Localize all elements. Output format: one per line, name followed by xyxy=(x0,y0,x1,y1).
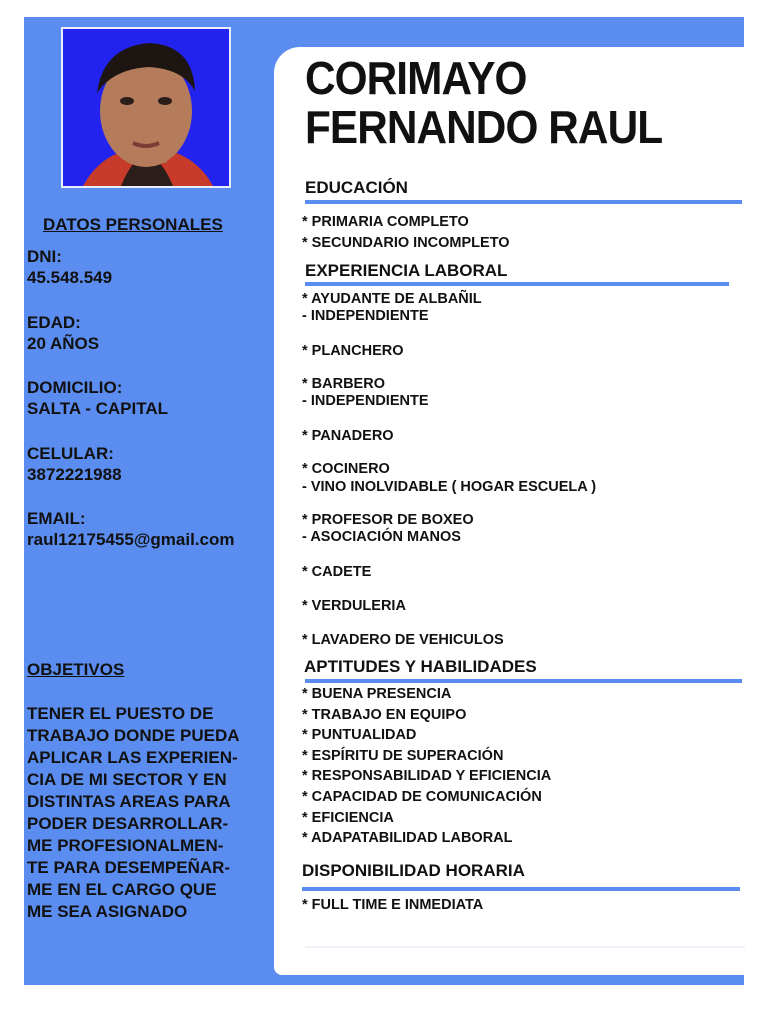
experience-role: * PANADERO xyxy=(302,428,394,444)
experience-role: * LAVADERO DE VEHICULOS xyxy=(302,632,504,648)
objectives-text xyxy=(27,703,275,923)
experience-role: * PLANCHERO xyxy=(302,343,404,359)
education-rule xyxy=(305,200,742,204)
experience-rule xyxy=(305,282,729,286)
field-value: 3872221988 xyxy=(27,465,122,484)
skill-item: * RESPONSABILIDAD Y EFICIENCIA xyxy=(302,768,552,784)
objectives-line: CIA DE MI SECTOR Y EN xyxy=(27,770,227,789)
objectives-line: APLICAR LAS EXPERIEN- xyxy=(27,748,238,767)
experience-detail: - ASOCIACIÓN MANOS xyxy=(302,529,461,545)
candidate-name xyxy=(305,54,662,152)
experience-role: * BARBERO xyxy=(302,376,385,392)
availability-rule xyxy=(302,887,740,891)
skills-rule xyxy=(305,679,742,683)
objectives-line: TE PARA DESEMPEÑAR- xyxy=(27,858,231,877)
experience-detail: - INDEPENDIENTE xyxy=(302,308,429,324)
education-item: * SECUNDARIO INCOMPLETO xyxy=(302,235,510,251)
skill-item: * CAPACIDAD DE COMUNICACIÓN xyxy=(302,789,542,805)
objectives-line: ME SEA ASIGNADO xyxy=(27,902,188,921)
field-dni xyxy=(27,246,112,288)
skill-item: * EFICIENCIA xyxy=(302,810,394,826)
field-label: EDAD: xyxy=(27,313,81,332)
experience-role: * VERDULERIA xyxy=(302,598,406,614)
education-title: EDUCACIÓN xyxy=(305,178,408,197)
skills-title: APTITUDES Y HABILIDADES xyxy=(304,657,537,676)
education-item: * PRIMARIA COMPLETO xyxy=(302,214,469,230)
experience-role: * CADETE xyxy=(302,564,372,580)
objectives-line: TRABAJO DONDE PUEDA xyxy=(27,726,240,745)
field-label: DOMICILIO: xyxy=(27,378,123,397)
objectives-line: ME EN EL CARGO QUE xyxy=(27,880,217,899)
skill-item: * BUENA PRESENCIA xyxy=(302,686,452,702)
field-value: raul12175455@gmail.com xyxy=(27,530,235,549)
skill-item: * TRABAJO EN EQUIPO xyxy=(302,707,467,723)
objectives-heading: OBJETIVOS xyxy=(27,660,125,679)
experience-detail: - INDEPENDIENTE xyxy=(302,393,429,409)
field-label: DNI: xyxy=(27,247,62,266)
objectives-line: DISTINTAS AREAS PARA xyxy=(27,792,231,811)
field-age xyxy=(27,312,99,354)
field-value: 20 AÑOS xyxy=(27,334,100,353)
skill-item: * ADAPATABILIDAD LABORAL xyxy=(302,830,513,846)
field-label: EMAIL: xyxy=(27,509,86,528)
experience-title: EXPERIENCIA LABORAL xyxy=(305,261,508,280)
availability-item: * FULL TIME E INMEDIATA xyxy=(302,897,484,913)
objectives-line: ME PROFESIONALMEN- xyxy=(27,836,224,855)
skill-item: * PUNTUALIDAD xyxy=(302,727,417,743)
field-phone xyxy=(27,443,122,485)
footer-divider xyxy=(305,946,745,948)
field-value: 45.548.549 xyxy=(27,268,113,287)
name-line-1: CORIMAYO xyxy=(305,52,527,104)
experience-role: * PROFESOR DE BOXEO xyxy=(302,512,474,528)
personal-data-heading: DATOS PERSONALES xyxy=(43,215,223,234)
objectives-line: PODER DESARROLLAR- xyxy=(27,814,229,833)
objectives-line: TENER EL PUESTO DE xyxy=(27,704,214,723)
profile-photo xyxy=(61,27,231,188)
field-email xyxy=(27,508,234,550)
availability-title: DISPONIBILIDAD HORARIA xyxy=(302,861,525,880)
experience-role: * AYUDANTE DE ALBAÑIL xyxy=(302,291,482,307)
name-line-2: FERNANDO RAUL xyxy=(305,101,663,153)
skill-item: * ESPÍRITU DE SUPERACIÓN xyxy=(302,748,504,764)
field-value: SALTA - CAPITAL xyxy=(27,399,169,418)
field-label: CELULAR: xyxy=(27,444,114,463)
field-address xyxy=(27,377,168,419)
experience-role: * COCINERO xyxy=(302,461,390,477)
experience-detail: - VINO INOLVIDABLE ( HOGAR ESCUELA ) xyxy=(302,479,597,495)
